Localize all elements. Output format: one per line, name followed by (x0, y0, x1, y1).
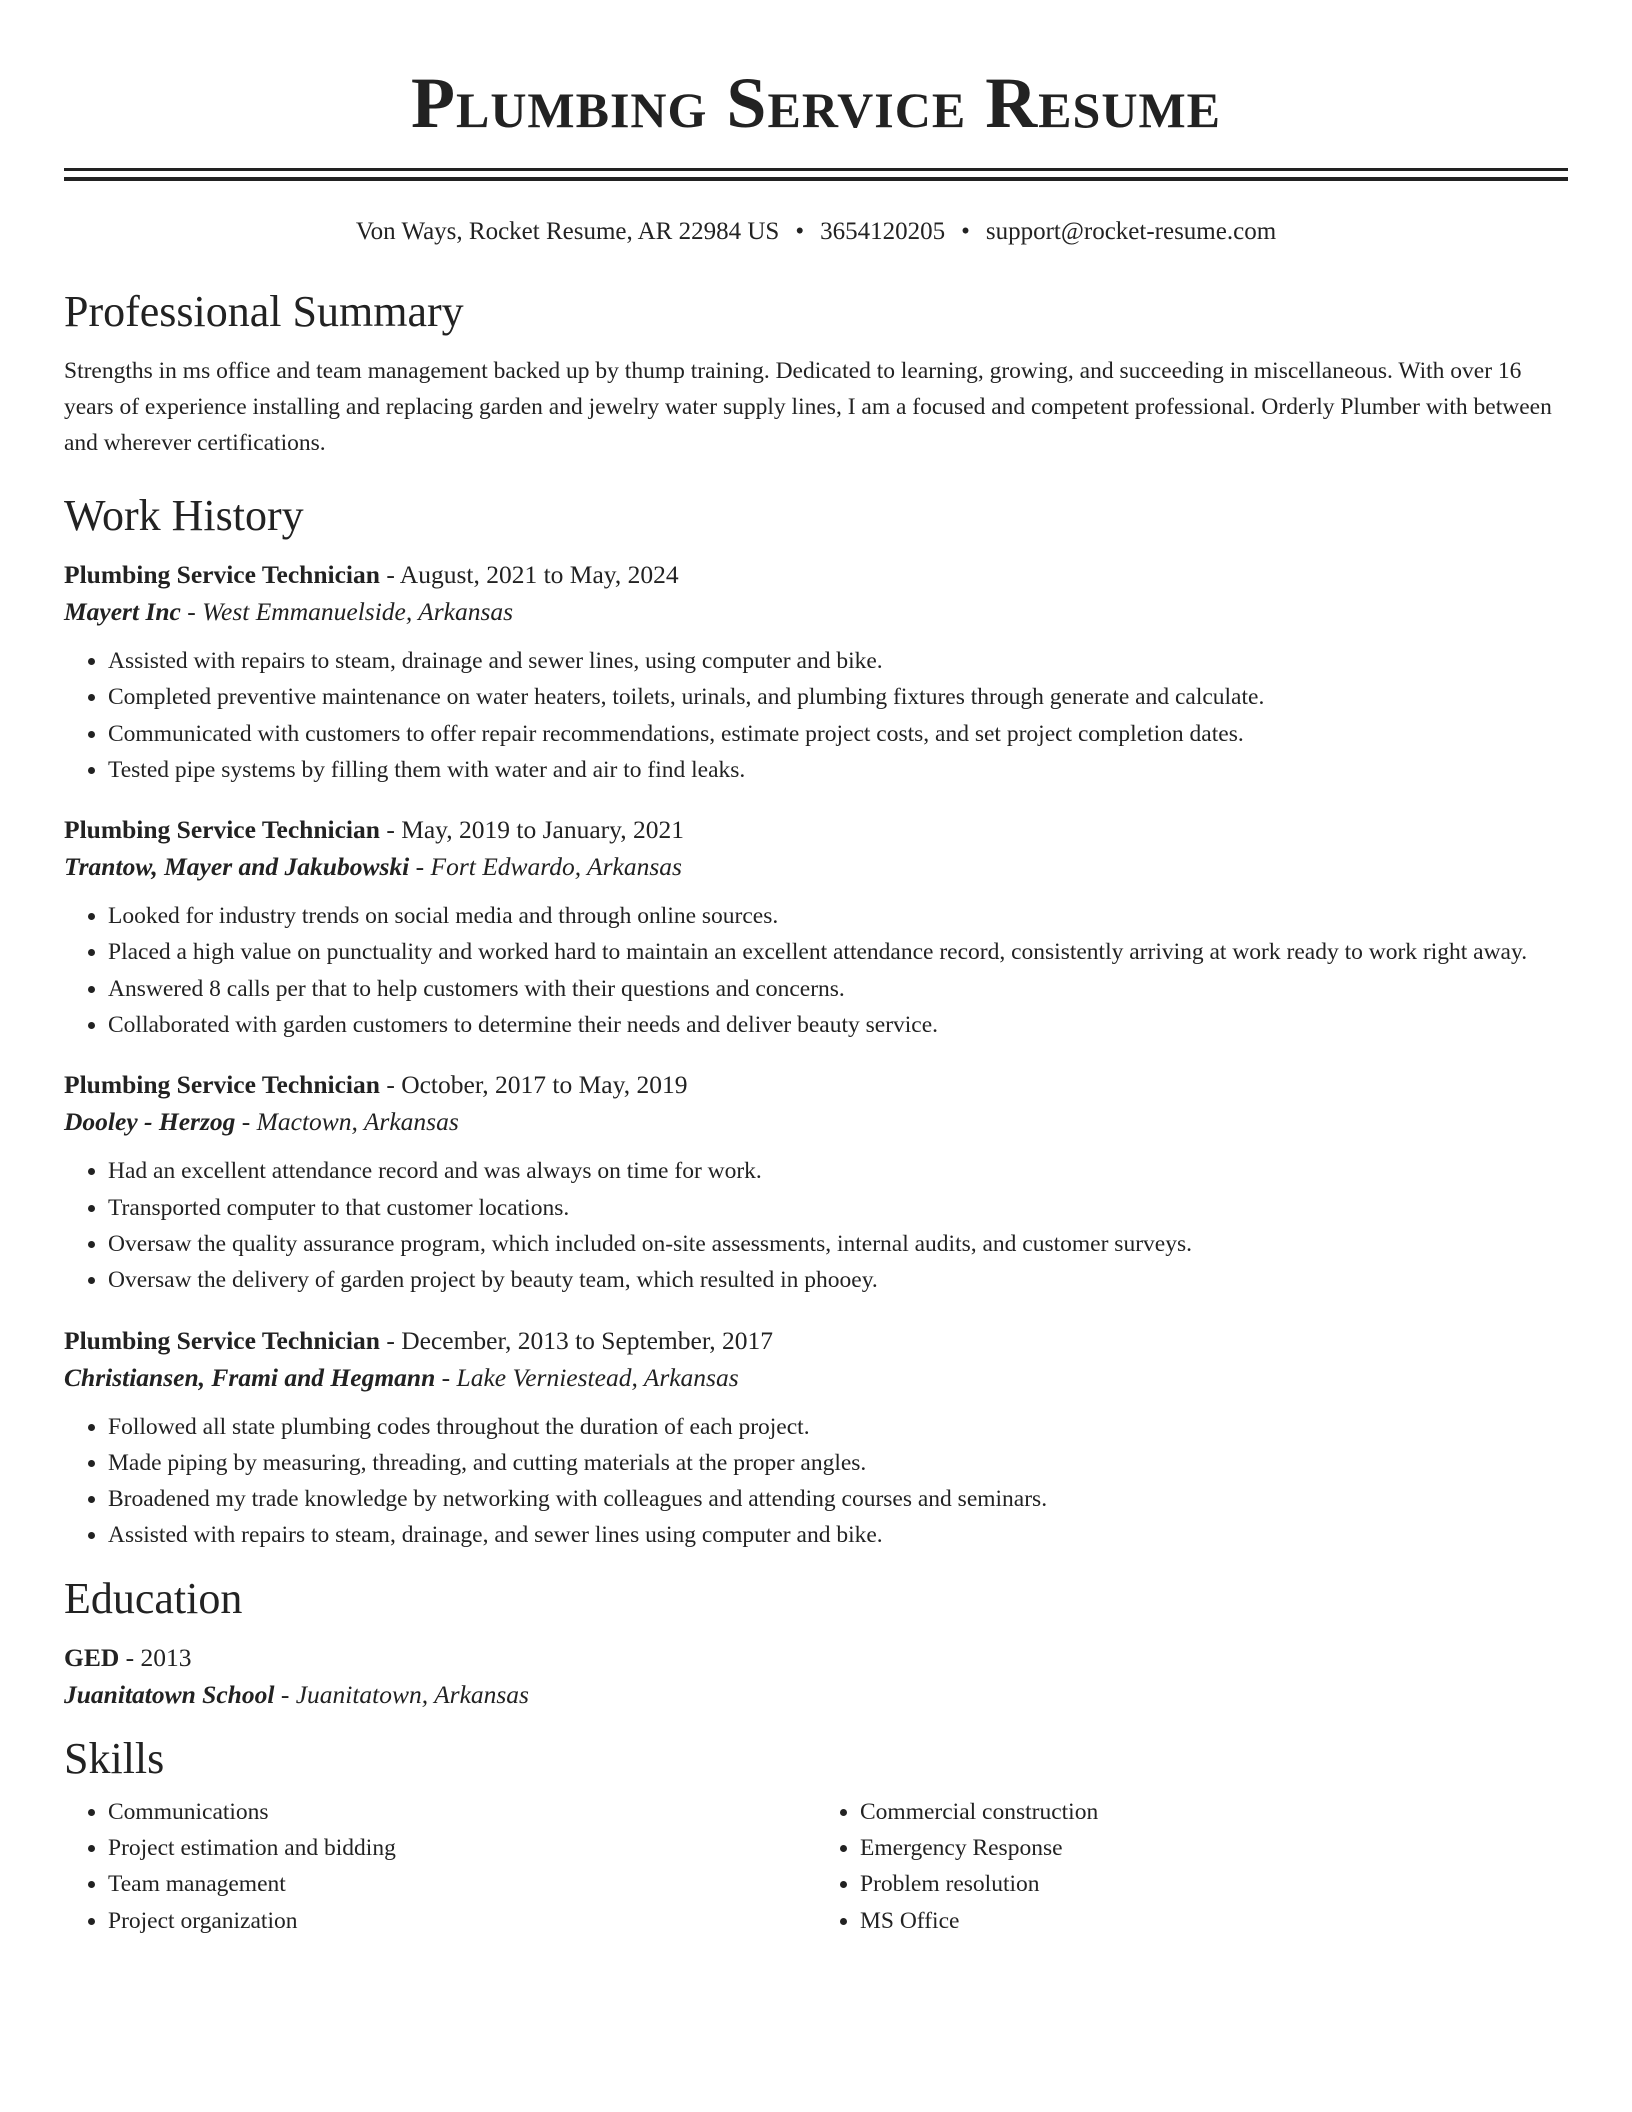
job-duty: • Tested pipe systems by filling them with water and air to find leaks. (108, 752, 1568, 788)
skills-grid (64, 1786, 1568, 1939)
job-dates: - December, 2013 to September, 2017 (379, 1325, 774, 1355)
contact-address: Von Ways, Rocket Resume, AR 22984 US (355, 218, 780, 245)
job-company: Dooley - Herzog (64, 1107, 236, 1137)
job-company: Trantow, Mayer and Jakubowski (64, 852, 410, 882)
job-header (64, 1067, 1568, 1103)
skills-column-right (816, 1794, 1568, 1939)
job-duties (64, 1409, 1568, 1554)
job-header (64, 812, 1568, 848)
job-duties (64, 643, 1568, 788)
contact-separator: • (795, 218, 805, 245)
resume-title: Plumbing Service Resume (410, 63, 1221, 143)
job-entry (64, 812, 1568, 1043)
job-duty: • Answered 8 calls per that to help customers with their questions and concerns. (108, 971, 1568, 1007)
education-year: - 2013 (119, 1642, 192, 1672)
job-location: - Mactown, Arkansas (235, 1107, 459, 1137)
job-duty: • Had an excellent attendance record and was always on time for work. (108, 1153, 1568, 1189)
education-header (64, 1640, 1568, 1676)
skill-item: • Emergency Response (860, 1830, 1568, 1866)
skill-item: • Project estimation and bidding (108, 1830, 816, 1866)
contact-phone: 3654120205 (820, 218, 946, 245)
job-entry (64, 1323, 1568, 1554)
summary-heading: Professional Summary (64, 287, 464, 336)
job-duty: • Completed preventive maintenance on water heaters, toilets, urinals, and plumbing fixtures through generate and calculate. (108, 679, 1568, 715)
job-duty: • Made piping by measuring, threading, and cutting materials at the proper angles. (108, 1445, 1568, 1481)
skill-item: • Commercial construction (860, 1794, 1568, 1830)
education-degree: GED (64, 1642, 120, 1672)
skill-item: • Problem resolution (860, 1866, 1568, 1902)
job-dates: - August, 2021 to May, 2024 (379, 560, 679, 589)
skills-heading: Skills (64, 1733, 165, 1783)
title-divider-top (64, 168, 1568, 171)
skills-column-left (64, 1794, 816, 1939)
contact-line (64, 215, 1568, 249)
summary-text: Strengths in ms office and team management backed up by thump training. Dedicated to learning, growing, and succeeding in miscellaneous. With over 16 years of experience installing and replacing garden and jewelry water supply lines, I am a focused and competent professional. Orderly Plumber with between and wherever certifications. (64, 358, 1552, 456)
job-duty: • Followed all state plumbing codes throughout the duration of each project. (108, 1409, 1568, 1445)
education-location: - Juanitatown, Arkansas (274, 1679, 529, 1709)
job-title: Plumbing Service Technician (64, 815, 380, 845)
job-title: Plumbing Service Technician (64, 1325, 380, 1355)
job-duty: • Transported computer to that customer locations. (108, 1190, 1568, 1226)
work-history-heading: Work History (64, 491, 304, 540)
job-dates: - October, 2017 to May, 2019 (379, 1070, 688, 1100)
job-employer (64, 1103, 1568, 1141)
contact-email[interactable]: support@rocket-resume.com (985, 218, 1277, 245)
job-title: Plumbing Service Technician (64, 560, 380, 589)
skill-item: • Team management (108, 1866, 816, 1902)
job-duties (64, 898, 1568, 1043)
job-header (64, 557, 1568, 593)
job-employer (64, 593, 1568, 631)
job-entry (64, 1067, 1568, 1298)
job-company: Christiansen, Frami and Hegmann (64, 1362, 436, 1392)
skill-item: • Project organization (108, 1903, 816, 1939)
job-duty: • Oversaw the delivery of garden project by beauty team, which resulted in phooey. (108, 1262, 1568, 1298)
job-duty: • Communicated with customers to offer repair recommendations, estimate project costs, and set project completion dates. (108, 716, 1568, 752)
job-location: - Lake Verniestead, Arkansas (435, 1362, 739, 1392)
job-title: Plumbing Service Technician (64, 1070, 380, 1100)
job-dates: - May, 2019 to January, 2021 (379, 815, 685, 845)
job-duty: • Assisted with repairs to steam, drainage and sewer lines, using computer and bike. (108, 643, 1568, 679)
job-duty: • Assisted with repairs to steam, drainage, and sewer lines using computer and bike. (108, 1517, 1568, 1553)
job-employer (64, 848, 1568, 886)
job-employer (64, 1359, 1568, 1397)
contact-separator: • (961, 218, 970, 245)
job-duty: • Placed a high value on punctuality and worked hard to maintain an excellent attendance record, consistently arriving at work ready to work right away. (108, 934, 1568, 970)
job-duty: • Collaborated with garden customers to determine their needs and deliver beauty service. (108, 1007, 1568, 1043)
title-divider-bottom (64, 177, 1568, 181)
job-entry (64, 557, 1568, 788)
job-duty: • Oversaw the quality assurance program, which included on-site assessments, internal audits, and customer surveys. (108, 1226, 1568, 1262)
job-company: Mayert Inc (64, 597, 181, 626)
job-duties (64, 1153, 1568, 1298)
skill-item: • Communications (108, 1794, 816, 1830)
job-duty: • Broadened my trade knowledge by networking with colleagues and attending courses and seminars. (108, 1481, 1568, 1517)
job-location: - West Emmanuelside, Arkansas (180, 597, 514, 626)
job-duty: • Looked for industry trends on social media and through online sources. (108, 898, 1568, 934)
job-header (64, 1323, 1568, 1359)
education-school: Juanitatown School (64, 1679, 275, 1709)
education-heading: Education (64, 1573, 243, 1623)
job-location: - Fort Edwardo, Arkansas (409, 852, 682, 882)
skill-item: • MS Office (860, 1903, 1568, 1939)
education-school-line (64, 1676, 1568, 1714)
